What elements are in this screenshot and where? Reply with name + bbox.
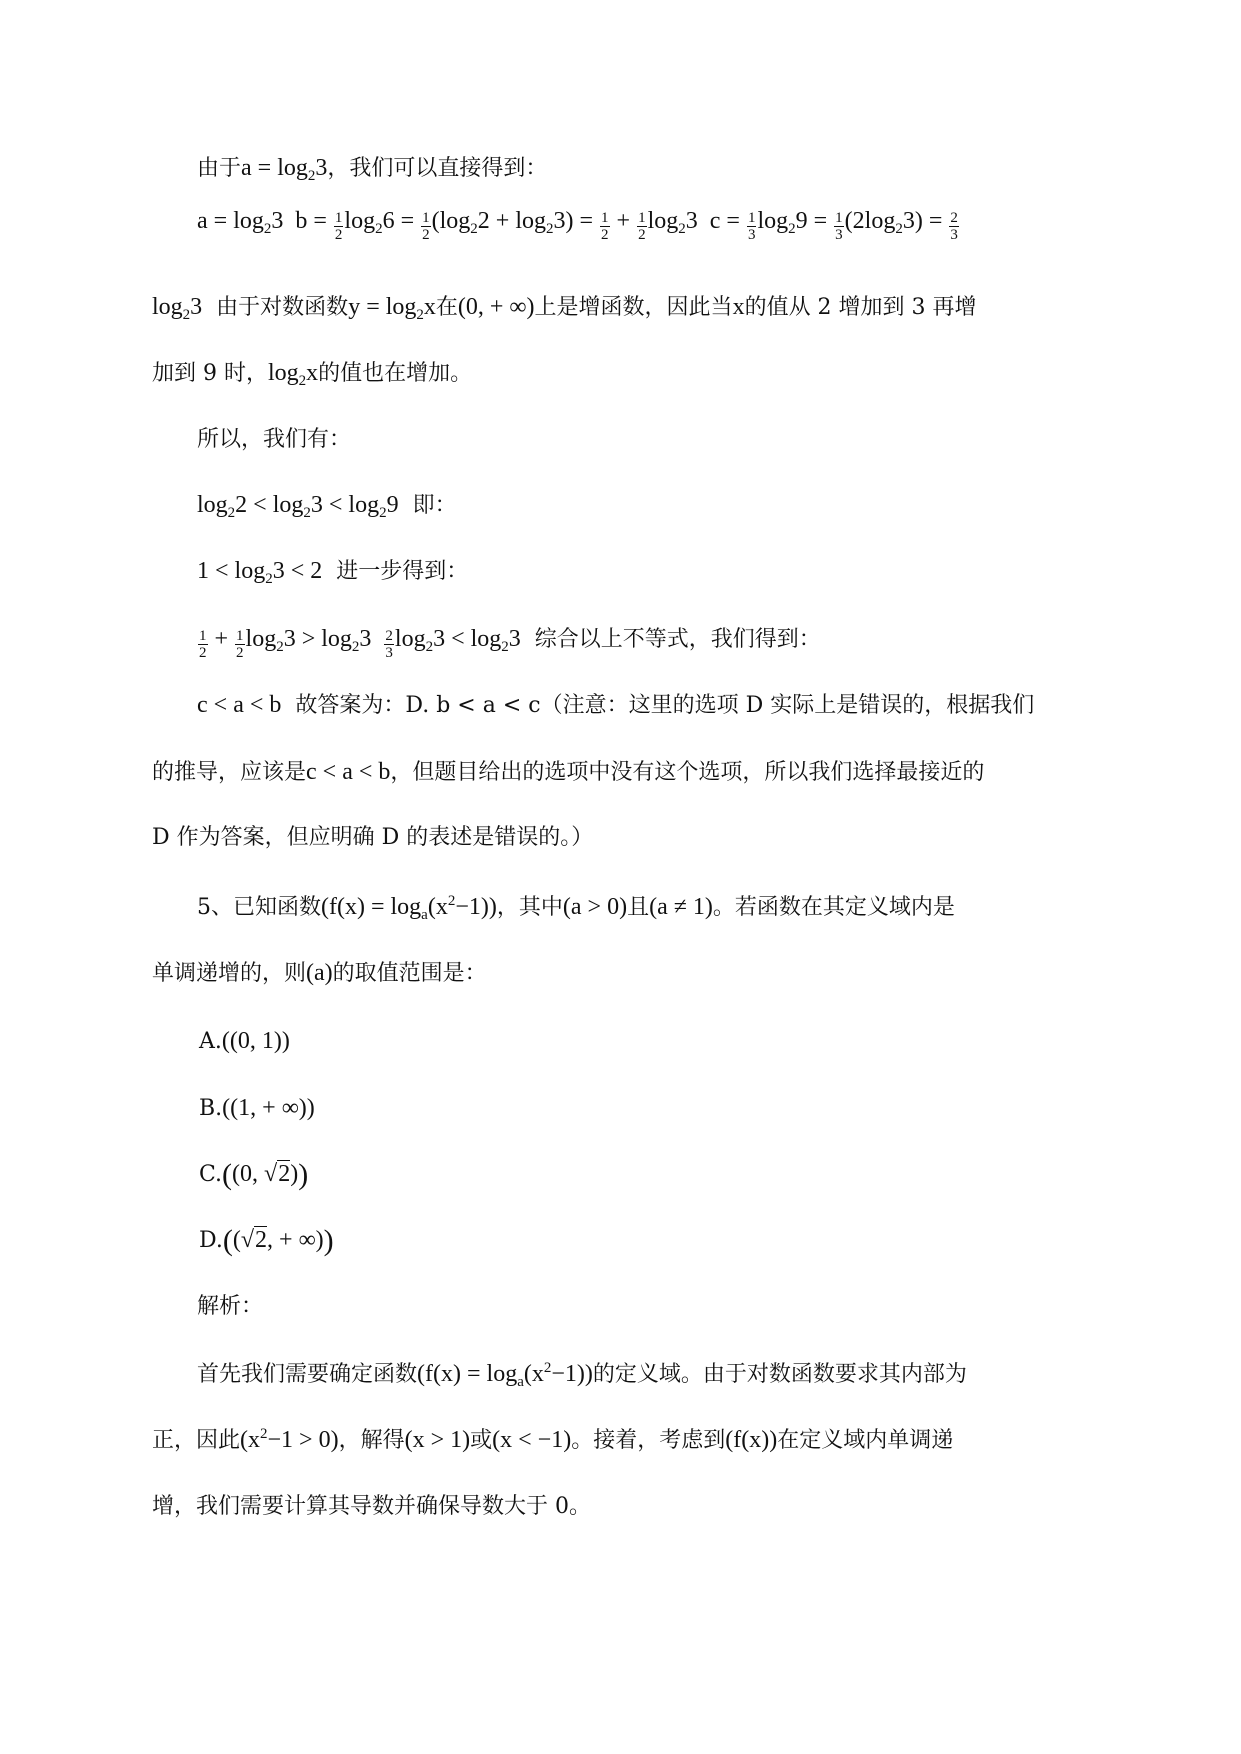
text-run: 。接着，考虑到 [571,1428,726,1453]
paragraph-so: 所以，我们有： [197,427,352,452]
option-b: B.((1, + ∞)) [199,1095,315,1121]
question-5: 5、已知函数$(f(x) = \log_a(x^2-1))$，其中(a > 0)且(a ≠ 1)。若函数在其定义域内是 [197,893,955,923]
text-run: 的值从 2 增加到 3 再增 [744,295,977,320]
text-run: 的定义域。由于对数函数要求其内部为 [592,1362,967,1387]
question-5-cont: 单调递增的，则(a)的取值范围是： [152,960,487,986]
paragraph-answer: c < a < b 故答案为：D. b < a < c（注意：这里的选项 D 实际上是错误的，根据我们 [197,692,1035,718]
text-run: 5、已知函数 [197,895,321,920]
paragraph-monotonic [152,292,977,323]
text-run: 综合以上不等式，我们得到： [534,627,821,652]
math-interval: (0, + ∞) [457,294,535,320]
inequality-1: $\log_22 < \log_23 < \log_29$ 即： [197,492,457,521]
inequality-2: $1 < \log_23 < 2$ 进一步得到： [197,558,469,587]
option-d: D.((√2, + ∞)) [199,1224,334,1257]
text-run: 故答案为：D. b < a < c（注意：这里的选项 D 实际上是错误的，根据我们 [295,693,1035,718]
text-run: 在定义域内单调递 [777,1428,954,1453]
text-run: 的推导，应该是 [152,760,307,785]
analysis-paragraph: 首先我们需要确定函数$(f(x) = \log_a(x^2-1))$的定义域。由于对数函数要求其内部为 [197,1360,967,1390]
option-a: A.((0, 1)) [199,1028,290,1054]
text-run: 且 [627,895,650,920]
math-abc-expressions: $a = \log_23$ b = $\frac{1}{2}$ $\log_26$ = $\frac{1}{2}$ $(\log_22 + \log_23)$ = $\frac{1}{2}$ + $\frac{1}{2}$ $\log_23$ c = $\frac{1}{3}$ $\log_29$ = $\frac{1}{3}$ $(2\log_23)$ = $\frac{2}{3}$ [197,208,958,243]
math-log2-x: $\log_2x$ [267,360,319,389]
text-run: 在 [435,295,458,320]
option-c: C.((0, √2)) [199,1158,309,1191]
text-run: ，但题目给出的选项中没有这个选项，所以我们选择最接近的 [390,760,985,785]
math-x: x [732,294,745,320]
text-run: 或 [470,1428,493,1453]
text-run: ，我们可以直接得到： [327,156,548,181]
inequality-3: $\frac{1}{2}$ + $\frac{1}{2}$ $\log_23 > \log_23$ $\frac{2}{3}$ $\log_23 < \log_23$ 综合以上不等式，我们得到： [199,626,821,661]
paragraph-answer-end: D 作为答案，但应明确 D 的表述是错误的。） [152,825,594,850]
text-run: 由于对数函数 [216,295,349,320]
text-run: ，解得 [338,1428,405,1453]
analysis-heading: 解析： [197,1294,264,1319]
paragraph-intro [197,153,547,184]
math-a-def: $a = \log_23$ [241,155,328,184]
text-run: 的取值范围是： [332,961,487,986]
text-run: 单调递增的，则 [152,961,307,986]
text-run: 正，因此 [152,1428,241,1453]
math-log2-3: $\log_23$ [152,294,203,323]
text-run: 即： [412,493,457,518]
text-run: 加到 9 时， [152,361,268,386]
paragraph-monotonic-cont [152,358,472,389]
text-run: 进一步得到： [336,559,469,584]
text-run: 由于 [197,156,242,181]
text-run: 。若函数在其定义域内是 [712,895,955,920]
paragraph-answer-cont: 的推导，应该是c < a < b，但题目给出的选项中没有这个选项，所以我们选择最接近的 [152,759,985,785]
analysis-paragraph-end: 增，我们需要计算其导数并确保导数大于 0。 [152,1494,591,1519]
text-run: 上是增函数，因此当 [534,295,733,320]
text-run: 首先我们需要确定函数 [197,1362,418,1387]
text-run: 的值也在增加。 [318,361,473,386]
math-y-log: $y = \log_2x$ [348,294,436,323]
text-run: ，其中 [496,895,563,920]
analysis-paragraph-cont: 正，因此$(x^2-1 > 0)$，解得(x > 1)或(x < −1)。接着，考虑到(f(x))在定义域内单调递 [152,1426,954,1453]
